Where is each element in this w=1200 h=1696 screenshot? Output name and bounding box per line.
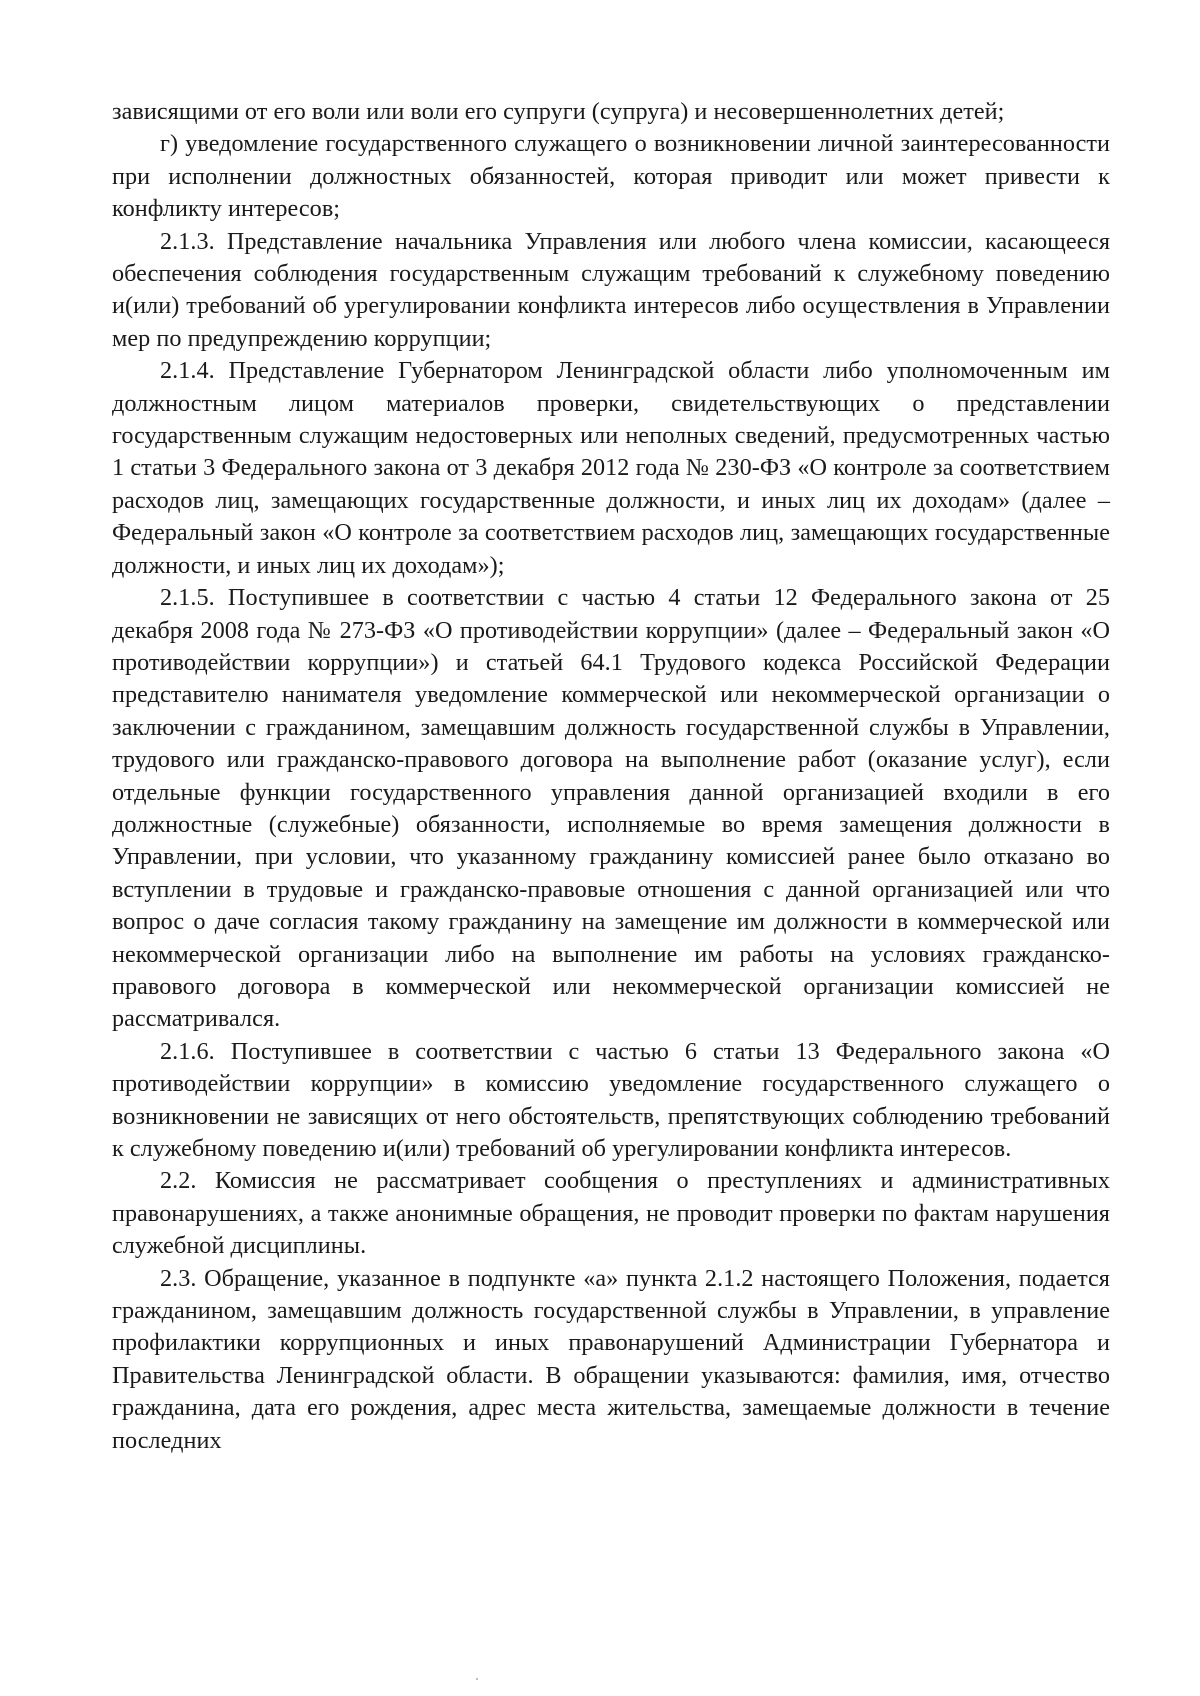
paragraph-2-1-3: 2.1.3. Представление начальника Управления или любого члена комиссии, касающееся обеспечения соблюдения государственным служащим требований к служебному поведению и(или) требований об урегулировании конфликта интересов либо осуществления в Управлении мер по предупреждению коррупции;: [112, 227, 1110, 352]
scan-speck: [476, 1678, 478, 1680]
paragraph-subitem-g: г) уведомление государственного служащего о возникновении личной заинтересованности при исполнении должностных обязанностей, которая приводит или может привести к конфликту интересов;: [112, 130, 1110, 223]
paragraph-2-2: 2.2. Комиссия не рассматривает сообщения о преступлениях и административных правонарушениях, а также анонимные обращения, не проводит проверки по фактам нарушения служебной дисциплины.: [112, 1167, 1110, 1260]
document-body: [112, 96, 1110, 1457]
paragraph-2-1-4: 2.1.4. Представление Губернатором Ленинградской области либо уполномоченным им должностным лицом материалов проверки, свидетельствующих о представлении государственным служащим недостоверных или неполных сведений, предусмотренных частью 1 статьи 3 Федерального закона от 3 декабря 2012 года № 230-ФЗ «О контроле за соответствием расходов лиц, замещающих государственные должности, и иных лиц их доходам» (далее – Федеральный закон «О контроле за соответствием расходов лиц, замещающих государственные должности, и иных лиц их доходам»);: [112, 357, 1110, 579]
paragraph-continuation: зависящими от его воли или воли его супруги (супруга) и несовершеннолетних детей;: [112, 98, 1005, 125]
paragraph-2-1-5: 2.1.5. Поступившее в соответствии с частью 4 статьи 12 Федерального закона от 25 декабря 2008 года № 273-ФЗ «О противодействии коррупции» (далее – Федеральный закон «О противодействии коррупции») и статьей 64.1 Трудового кодекса Российской Федерации представителю нанимателя уведомление коммерческой или некоммерческой организации о заключении с гражданином, замещавшим должность государственной службы в Управлении, трудового или гражданско-правового договора на выполнение работ (оказание услуг), если отдельные функции государственного управления данной организацией входили в его должностные (служебные) обязанности, исполняемые во время замещения должности в Управлении, при условии, что указанному гражданину комиссией ранее было отказано во вступлении в трудовые и гражданско-правовые отношения с данной организацией или что вопрос о даче согласия такому гражданину на замещение им должности в коммерческой или некоммерческой организации либо на выполнение им работы на условиях гражданско-правового договора в коммерческой или некоммерческой организации комиссией не рассматривался.: [112, 584, 1110, 1033]
paragraph-2-1-6: 2.1.6. Поступившее в соответствии с частью 6 статьи 13 Федерального закона «О противодействии коррупции» в комиссию уведомление государственного служащего о возникновении не зависящих от него обстоятельств, препятствующих соблюдению требований к служебному поведению и(или) требований об урегулировании конфликта интересов.: [112, 1037, 1110, 1162]
paragraph-2-3: 2.3. Обращение, указанное в подпункте «а» пункта 2.1.2 настоящего Положения, подается гражданином, замещавшим должность государственной службы в Управлении, в управление профилактики коррупционных и иных правонарушений Администрации Губернатора и Правительства Ленинградской области. В обращении указываются: фамилия, имя, отчество гражданина, дата его рождения, адрес места жительства, замещаемые должности в течение последних: [112, 1264, 1110, 1454]
